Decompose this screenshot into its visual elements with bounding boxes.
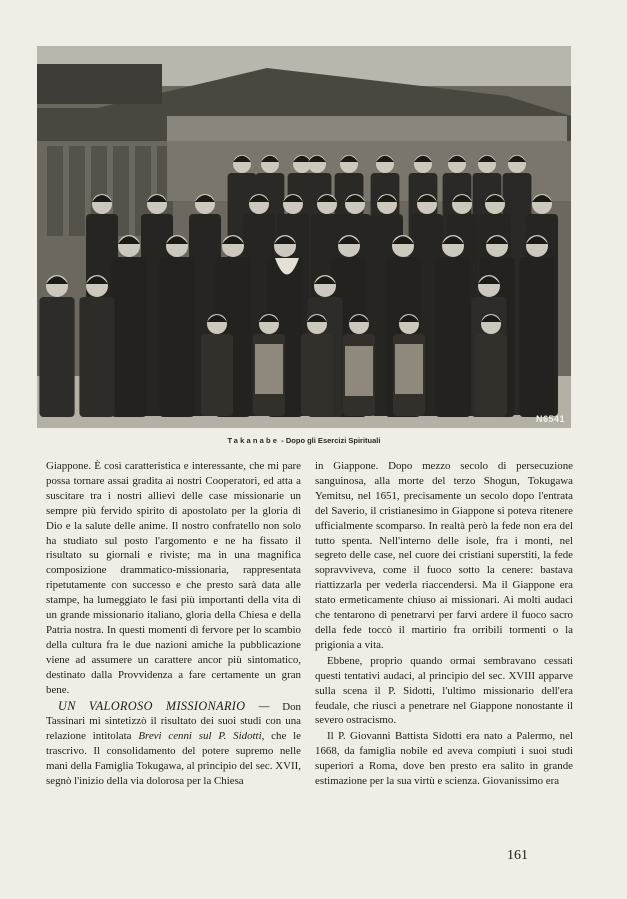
person-body (201, 334, 233, 416)
left-paragraph-2 (46, 699, 301, 789)
right-paragraph-3: Il P. Giovanni Battista Sidotti era nato a Palermo, nel 1668, da famiglia nobile ed aveva compiuti i suoi studi superiori a Roma, dove ben presto era salito in grande estimazione per la sua virtù e scienza. Giovanissimo era (315, 730, 573, 788)
caption-separator: - (281, 436, 284, 445)
person-body (39, 297, 74, 417)
lattice-panel (47, 146, 63, 236)
left-paragraph-2-part-a: Don Tassinari mi sintetizzò il risultato dei suoi studi con una relazione intitolata (46, 700, 301, 743)
left-paragraph-1: Giappone. È così caratteristica e interessante, che mi pare possa tornare assai gradita ai nostri Cooperatori, ed atta a suscitare tra i nostri allievi delle case missionarie un sempre più fervido spirito di apostolato per la gloria di Dio e la salute delle anime. Il nostro confratello non solo ha studiato sul posto l'argomento e ne ha fissato il risultato su giornali e riviste; ma in una magnifica composizione drammatico-missionaria, rappresentata ripetutamente con successo e che presto sarà data alle stampe, ha lumeggiato le fasi più importanti della vita di un grande missionario italiano, gloria della Chiesa e della Patria nostra. In questi momenti di fervore per lo scambio della cultura fra le due nazioni amiche la pubblicazione viene ad assumere un carattere ancor più sintomatico, destinato dalla Provvidenza a fare certamente un gran bene. (46, 460, 301, 696)
photo-archive-code: N6541 (535, 414, 565, 424)
person-body (435, 257, 470, 417)
left-roof-tiles (37, 64, 162, 104)
left-paragraph-2-part-b: , che le trascrivo. Il consolidamento del potere supremo nelle mani della Famiglia Tokugawa, al principio del sec. XVII, segnò l'inizio della via dolorosa per la Chiesa (46, 730, 302, 788)
person-body (159, 257, 194, 417)
right-paragraph-1: in Giappone. Dopo mezzo secolo di persecuzione sanguinosa, alla morte del terzo Shogun, Tokugawa Yemitsu, nel 1651, precisamente un secolo dopo l'entrata del Saverio, il cristianesimo in Giappone si poteva ritenere ufficialmente scomparso. In realtà però la fede non era del tutto spenta. Nell'interno delle isole, fra i monti, nel segreto delle case, nel cuore dei cristiani superstiti, la fede sopravviveva, come il fuoco sotto la cenere: bastava riattizzarla per vederla riaccendersi. Ma il Giappone era stato ermeticamente chiuso ai missionari. Ai molti audaci che tentarono di penetrarvi per farvi ardere il fuoco sacro della fede toccò il martirio fra orribili tormenti o la prigionia a vita. (315, 460, 573, 651)
left-text-column (46, 459, 301, 789)
caption-place: Takanabe (227, 436, 280, 445)
person-body (79, 297, 114, 417)
kimono (395, 344, 423, 394)
lattice-panel (69, 146, 85, 236)
group-photograph (37, 46, 571, 428)
photo-scene (37, 46, 571, 428)
person-body (519, 257, 554, 417)
person-body (475, 334, 507, 416)
caption-text: Dopo gli Esercizi Spirituali (285, 436, 381, 445)
person-body (111, 257, 146, 417)
section-title: UN VALOROSO MISSIONARIO — (58, 698, 270, 713)
kimono (345, 346, 373, 396)
document-title-italic: Brevi cenni sul P. Sidotti (138, 730, 262, 743)
kimono (255, 344, 283, 394)
photo-caption (37, 436, 571, 445)
page-number: 161 (507, 848, 528, 863)
person-body (301, 334, 333, 416)
roof-eave (167, 116, 567, 144)
right-text-column (315, 459, 573, 789)
right-paragraph-2: Ebbene, proprio quando ormai sembravano cessati questi tentativi audaci, al principio del sec. XVIII apparve sulla scena il P. Sidotti, l'ultimo missionario dell'era feudale, che riuscì a penetrare nel Giappone nonostante il severo ostracismo. (315, 654, 573, 727)
